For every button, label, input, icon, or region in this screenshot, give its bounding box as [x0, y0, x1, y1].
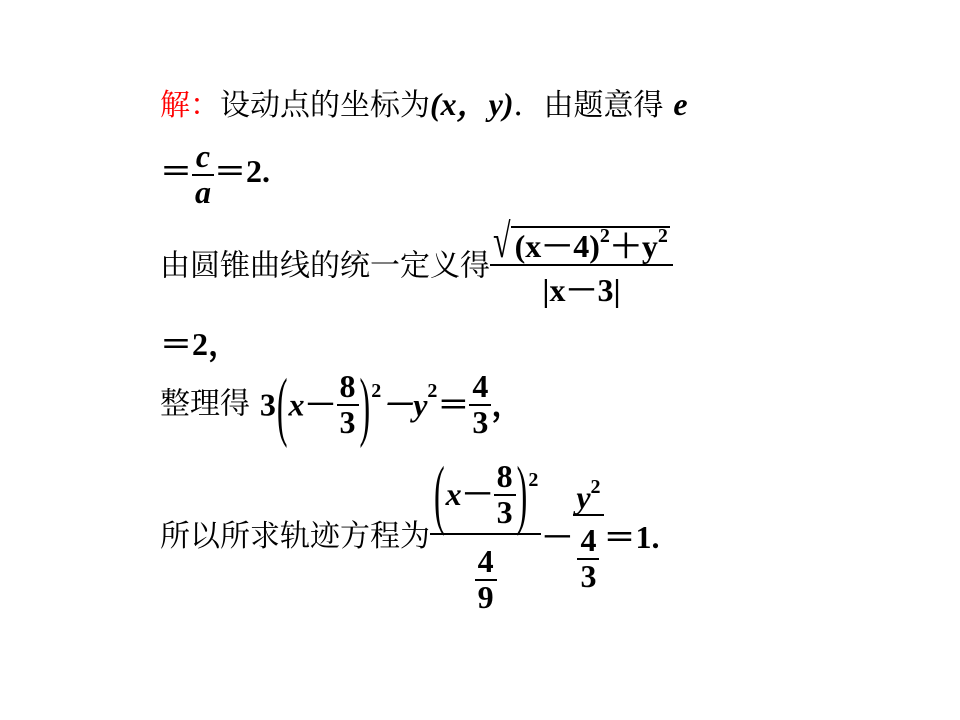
radicand: [511, 226, 670, 264]
solution-line-3: [160, 213, 673, 308]
solution-line-6: [160, 449, 660, 615]
line2-eq2: ＝2.: [214, 152, 271, 189]
solution-line-1: [160, 88, 688, 121]
y-numerator: [573, 475, 603, 515]
minus: －: [541, 519, 574, 556]
fraction-4-3: [577, 524, 599, 593]
sqrt: [493, 213, 670, 268]
equals: ＝: [437, 386, 470, 423]
line3-text: 由圆锥曲线的统一定义得: [160, 248, 490, 284]
abs-denominator: |x－3|: [542, 271, 621, 308]
fraction-numerator: c: [195, 138, 211, 174]
radicand-b: ＋y: [609, 228, 658, 264]
numerator: 4: [472, 368, 489, 404]
fraction-c-over-a: [192, 140, 214, 209]
denominator: 3: [472, 403, 489, 440]
line5-rest: －y: [381, 386, 428, 423]
fraction-denominator: a: [195, 173, 212, 210]
solution-line-5: [160, 361, 524, 448]
fraction-4-3: [469, 370, 491, 439]
square-exp: 2: [528, 469, 539, 492]
line1-e: e: [673, 86, 688, 122]
line5-minus: －: [304, 386, 337, 423]
result: ＝1.: [603, 519, 660, 556]
comma: ，: [491, 386, 524, 423]
line5-text: 整理得: [160, 386, 250, 422]
numerator: 8: [496, 458, 513, 494]
sqrt-sign-icon: √: [493, 213, 511, 268]
denominator: 3: [496, 493, 513, 530]
sqrt-numerator: [490, 213, 673, 268]
exp-1: 2: [599, 225, 610, 247]
numerator: 4: [580, 522, 597, 559]
denominator: 3: [580, 557, 597, 594]
y-denominator: [574, 516, 602, 593]
denominator: 3: [339, 403, 356, 440]
y-fraction: [573, 475, 603, 594]
left-paren: (: [276, 361, 288, 448]
line5-coef: 3: [259, 386, 276, 423]
line2-eq1: ＝: [160, 152, 193, 189]
square-exp: 2: [371, 379, 382, 402]
right-paren: ): [359, 361, 371, 448]
square-exp-2: 2: [427, 379, 438, 402]
numerator: 4: [477, 543, 494, 580]
line6-minus: －: [461, 475, 494, 512]
solution-line-2: [160, 140, 270, 209]
definition-fraction: [490, 213, 673, 308]
line1-coords: (x，y): [430, 86, 514, 122]
line1-text: 设动点的坐标为: [220, 88, 430, 123]
exp-2: 2: [657, 225, 668, 247]
solution-line-4: [160, 328, 240, 360]
fraction-8-3: [494, 460, 516, 529]
line5-x: x: [288, 386, 305, 423]
big-denominator: [472, 535, 500, 614]
y-square-exp: 2: [590, 475, 601, 498]
radicand-a: (x－4): [514, 228, 600, 264]
line6-text: 所以所求轨迹方程为: [160, 519, 430, 555]
denominator: 9: [477, 578, 494, 615]
y-var: y: [576, 478, 591, 515]
line1-tail: ．由题意得: [513, 88, 664, 123]
right-paren: ): [516, 449, 528, 536]
big-fraction: [430, 449, 541, 615]
numerator: 8: [339, 368, 356, 404]
solution-label: 解：: [160, 88, 220, 123]
line4-text: ＝2，: [160, 326, 241, 362]
line6-x: x: [445, 475, 462, 512]
fraction-4-9: [475, 545, 497, 614]
left-paren: (: [434, 449, 445, 536]
fraction-8-3: [337, 370, 359, 439]
big-numerator: [430, 449, 541, 536]
